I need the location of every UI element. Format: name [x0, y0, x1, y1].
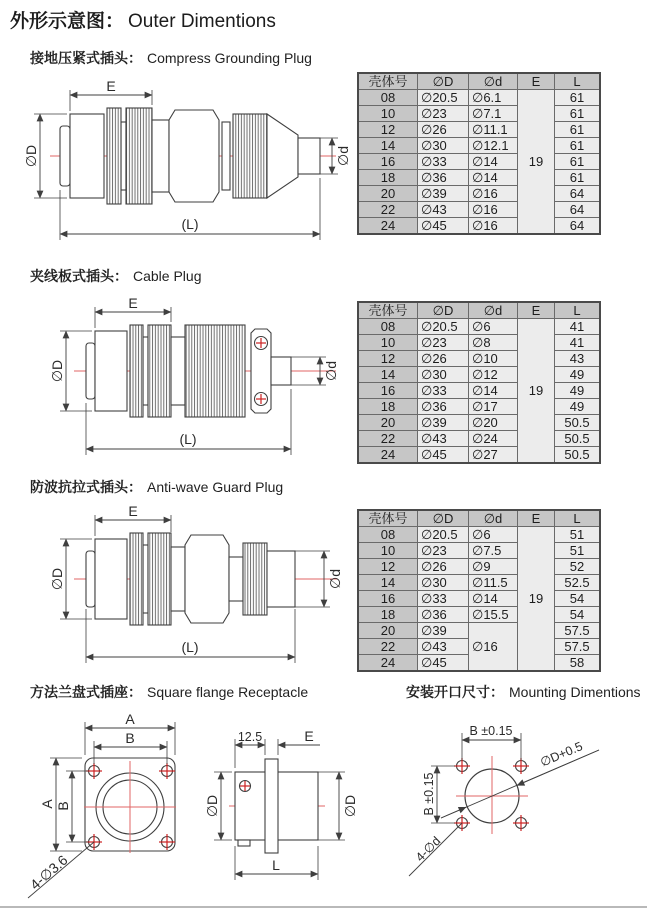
holes-callout: [409, 823, 462, 876]
cell: 19: [518, 90, 555, 235]
cell: 20: [358, 186, 418, 202]
section-label-mounting-dimentions: [406, 682, 641, 702]
cell: 12: [358, 351, 418, 367]
cell: ∅45: [418, 218, 469, 235]
cell: ∅14: [469, 383, 518, 399]
cell: 52: [555, 559, 601, 575]
dim-label-d-inner: ∅d: [327, 569, 343, 589]
cell: ∅23: [418, 335, 469, 351]
table-row: [358, 591, 600, 607]
dim-label-l: (L): [181, 216, 199, 232]
cell: ∅16: [469, 186, 518, 202]
cell: ∅23: [418, 106, 469, 122]
cell: ∅26: [418, 351, 469, 367]
cell: 24: [358, 655, 418, 672]
plug-outline: [60, 108, 320, 204]
cell: ∅30: [418, 575, 469, 591]
screw-detail: [240, 781, 251, 792]
cell: 64: [555, 202, 601, 218]
cell: ∅12.1: [469, 138, 518, 154]
table-row: [358, 399, 600, 415]
receptacle-outline: [235, 759, 318, 853]
flange-front-view-drawing: [20, 712, 215, 907]
cell: ∅8: [469, 335, 518, 351]
section-label-compress-grounding-plug: [30, 48, 312, 68]
dim-label-d-outer: ∅D: [49, 567, 65, 591]
cell: 54: [555, 607, 601, 623]
col-header: ∅D: [418, 510, 469, 527]
table-row: [358, 383, 600, 399]
cell: ∅6: [469, 527, 518, 543]
clamp-screw-top: [255, 337, 268, 350]
table-row: [358, 106, 600, 122]
cable-plug-drawing: [48, 293, 348, 463]
cell: ∅27: [469, 447, 518, 464]
col-header: E: [518, 510, 555, 527]
section-label-zh: 夹线板式插头：: [30, 268, 128, 284]
dim-label-a: A: [125, 711, 135, 727]
cell: 22: [358, 639, 418, 655]
table-row: [358, 351, 600, 367]
holes-label: 4-∅d: [412, 833, 444, 865]
table-row: [358, 431, 600, 447]
page-title-zh: 外形示意图：: [10, 11, 125, 32]
cell: ∅24: [469, 431, 518, 447]
cell: ∅20.5: [418, 90, 469, 106]
cell: 19: [518, 319, 555, 464]
cell: ∅12: [469, 367, 518, 383]
cell: ∅36: [418, 399, 469, 415]
col-header: ∅d: [469, 510, 518, 527]
cell: ∅10: [469, 351, 518, 367]
section-label-en: Cable Plug: [133, 268, 202, 284]
section-label-cable-plug: [30, 266, 202, 286]
dimension-e: [70, 78, 152, 111]
dimension-e: [95, 295, 171, 328]
cell: ∅33: [418, 154, 469, 170]
col-header: L: [555, 510, 601, 527]
cell: 61: [555, 154, 601, 170]
cell: 08: [358, 527, 418, 543]
cell: 61: [555, 170, 601, 186]
cell: 52.5: [555, 575, 601, 591]
section-label-en: Anti-wave Guard Plug: [147, 479, 284, 495]
dim-label-d-inner: ∅d: [323, 361, 339, 381]
cell: 14: [358, 138, 418, 154]
section-label-en: Compress Grounding Plug: [147, 50, 312, 66]
table-row: [358, 527, 600, 543]
cell: 20: [358, 623, 418, 639]
dim-label-d: ∅D: [342, 794, 358, 818]
col-header: E: [518, 302, 555, 319]
cell: 50.5: [555, 431, 601, 447]
table-row: [358, 202, 600, 218]
cell: ∅26: [418, 559, 469, 575]
cell: ∅45: [418, 655, 469, 672]
cell: 54: [555, 591, 601, 607]
cell: 10: [358, 106, 418, 122]
dim-label-e: E: [106, 78, 116, 94]
cell: ∅39: [418, 415, 469, 431]
dim-label-d-outer: ∅D: [49, 359, 65, 383]
cell: ∅6: [469, 319, 518, 335]
cell: 64: [555, 218, 601, 235]
col-header: L: [555, 73, 601, 90]
cell: ∅7.5: [469, 543, 518, 559]
anti-wave-plug-drawing: [48, 501, 348, 671]
table-row: [358, 367, 600, 383]
cell: 50.5: [555, 415, 601, 431]
table-row: [358, 543, 600, 559]
table-row: [358, 623, 600, 639]
dim-label-e: E: [304, 728, 314, 744]
table-row: [358, 575, 600, 591]
cell: ∅6.1: [469, 90, 518, 106]
cell: ∅14: [469, 170, 518, 186]
cell: 57.5: [555, 623, 601, 639]
col-header: ∅D: [418, 73, 469, 90]
cell: 22: [358, 202, 418, 218]
section-label-square-flange-receptacle: [30, 682, 308, 702]
col-header: 壳体号: [358, 302, 418, 319]
cell: 51: [555, 527, 601, 543]
col-header: ∅D: [418, 302, 469, 319]
compress-plug-drawing: [22, 78, 352, 248]
cell: 10: [358, 335, 418, 351]
cell: 61: [555, 90, 601, 106]
cell: 61: [555, 138, 601, 154]
col-header: 壳体号: [358, 73, 418, 90]
dimension-e: [95, 503, 171, 536]
table-row: [358, 335, 600, 351]
section-label-en: Square flange Receptacle: [147, 684, 309, 700]
page-title-en: Outer Dimentions: [128, 11, 276, 32]
cell: ∅36: [418, 170, 469, 186]
dimension-b-top: [462, 724, 521, 760]
cell: ∅16: [469, 202, 518, 218]
table-row: [358, 607, 600, 623]
col-header: L: [555, 302, 601, 319]
cell: 18: [358, 170, 418, 186]
dim-label-b: B: [55, 801, 71, 811]
table-row: [358, 319, 600, 335]
dim-label-b-left: B ±0.15: [422, 772, 436, 816]
table-row: [358, 415, 600, 431]
section-label-en: Mounting Dimentions: [509, 684, 641, 700]
anti-wave-plug-table: [357, 509, 601, 672]
table-row: [358, 90, 600, 106]
table-row: [358, 154, 600, 170]
table-row: [358, 186, 600, 202]
cell: 08: [358, 319, 418, 335]
cell: 24: [358, 447, 418, 464]
cell: 20: [358, 415, 418, 431]
col-header: E: [518, 73, 555, 90]
section-label-anti-wave-guard-plug: [30, 477, 283, 497]
cell: ∅45: [418, 447, 469, 464]
mounting-dimensions-drawing: [403, 700, 643, 910]
cell: 61: [555, 122, 601, 138]
dim-label-l: L: [272, 857, 280, 873]
dim-label-e: E: [128, 295, 138, 311]
cell: 24: [358, 218, 418, 235]
cell: ∅30: [418, 367, 469, 383]
cell: 19: [518, 527, 555, 672]
table-row: [358, 218, 600, 235]
cell: ∅20.5: [418, 527, 469, 543]
cell: 43: [555, 351, 601, 367]
cell: 50.5: [555, 447, 601, 464]
cell: ∅16: [469, 623, 518, 672]
clamp-screw-bottom: [255, 393, 268, 406]
cell: 49: [555, 367, 601, 383]
dim-label-e: E: [128, 503, 138, 519]
cell: 64: [555, 186, 601, 202]
cell: 22: [358, 431, 418, 447]
holes-label: 4-∅3.6: [26, 851, 71, 893]
cell: 12: [358, 122, 418, 138]
cell: 51: [555, 543, 601, 559]
cell: 41: [555, 319, 601, 335]
cell: ∅43: [418, 202, 469, 218]
bottom-rule: [0, 906, 647, 908]
cell: 14: [358, 575, 418, 591]
cell: ∅14: [469, 154, 518, 170]
cell: ∅11.5: [469, 575, 518, 591]
cell: 16: [358, 591, 418, 607]
plug-outline: [86, 533, 295, 625]
cell: ∅11.1: [469, 122, 518, 138]
cell: ∅20.5: [418, 319, 469, 335]
cell: ∅15.5: [469, 607, 518, 623]
cable-plug-table: [357, 301, 601, 464]
cell: ∅43: [418, 431, 469, 447]
flange-side-view-drawing: [205, 712, 380, 907]
cell: ∅9: [469, 559, 518, 575]
cell: 57.5: [555, 639, 601, 655]
cell: 41: [555, 335, 601, 351]
cell: 08: [358, 90, 418, 106]
section-label-zh: 安装开口尺寸：: [406, 684, 504, 700]
cell: 61: [555, 106, 601, 122]
cell: 12: [358, 559, 418, 575]
dim-label-d-inner: ∅d: [335, 146, 351, 166]
dim-label-l: (L): [179, 431, 197, 447]
cell: ∅20: [469, 415, 518, 431]
col-header: 壳体号: [358, 510, 418, 527]
page-title: [10, 6, 276, 33]
cell: ∅39: [418, 623, 469, 639]
col-header: ∅d: [469, 73, 518, 90]
cell: ∅16: [469, 218, 518, 235]
table-row: [358, 447, 600, 464]
dimension-e: [278, 728, 320, 755]
table-row: [358, 170, 600, 186]
cell: 10: [358, 543, 418, 559]
section-label-zh: 接地压紧式插头：: [30, 50, 142, 66]
cell: 16: [358, 383, 418, 399]
cell: 14: [358, 367, 418, 383]
cell: ∅36: [418, 607, 469, 623]
cell: ∅33: [418, 383, 469, 399]
table-row: [358, 122, 600, 138]
dim-label-d: ∅D: [204, 794, 220, 818]
cell: ∅23: [418, 543, 469, 559]
dim-label-cutout-diameter: ∅D+0.5: [538, 739, 585, 770]
dimension-offset: [235, 730, 265, 768]
dim-label-offset: 12.5: [237, 730, 263, 744]
compress-plug-table: [357, 72, 601, 235]
cell: ∅33: [418, 591, 469, 607]
cell: 16: [358, 154, 418, 170]
cell: 18: [358, 607, 418, 623]
dim-label-b-top: B ±0.15: [469, 724, 513, 738]
section-label-zh: 防波抗拉式插头：: [30, 479, 142, 495]
cell: ∅17: [469, 399, 518, 415]
cell: ∅14: [469, 591, 518, 607]
cell: ∅43: [418, 639, 469, 655]
dim-label-a: A: [39, 799, 55, 809]
cell: ∅7.1: [469, 106, 518, 122]
holes-callout: [27, 842, 94, 898]
cell: 49: [555, 399, 601, 415]
cell: ∅39: [418, 186, 469, 202]
table-row: [358, 138, 600, 154]
dim-label-d-outer: ∅D: [23, 144, 39, 168]
cell: 49: [555, 383, 601, 399]
cell: ∅30: [418, 138, 469, 154]
dim-label-b: B: [125, 730, 135, 746]
dim-label-l: (L): [181, 639, 199, 655]
cell: ∅26: [418, 122, 469, 138]
dimension-b-left: [55, 771, 88, 842]
cell: 18: [358, 399, 418, 415]
dimension-cutout-diameter: [441, 739, 599, 818]
table-row: [358, 559, 600, 575]
dimension-d-left: [204, 772, 232, 840]
section-label-zh: 方法兰盘式插座：: [30, 684, 142, 700]
col-header: ∅d: [469, 302, 518, 319]
cell: 58: [555, 655, 601, 672]
